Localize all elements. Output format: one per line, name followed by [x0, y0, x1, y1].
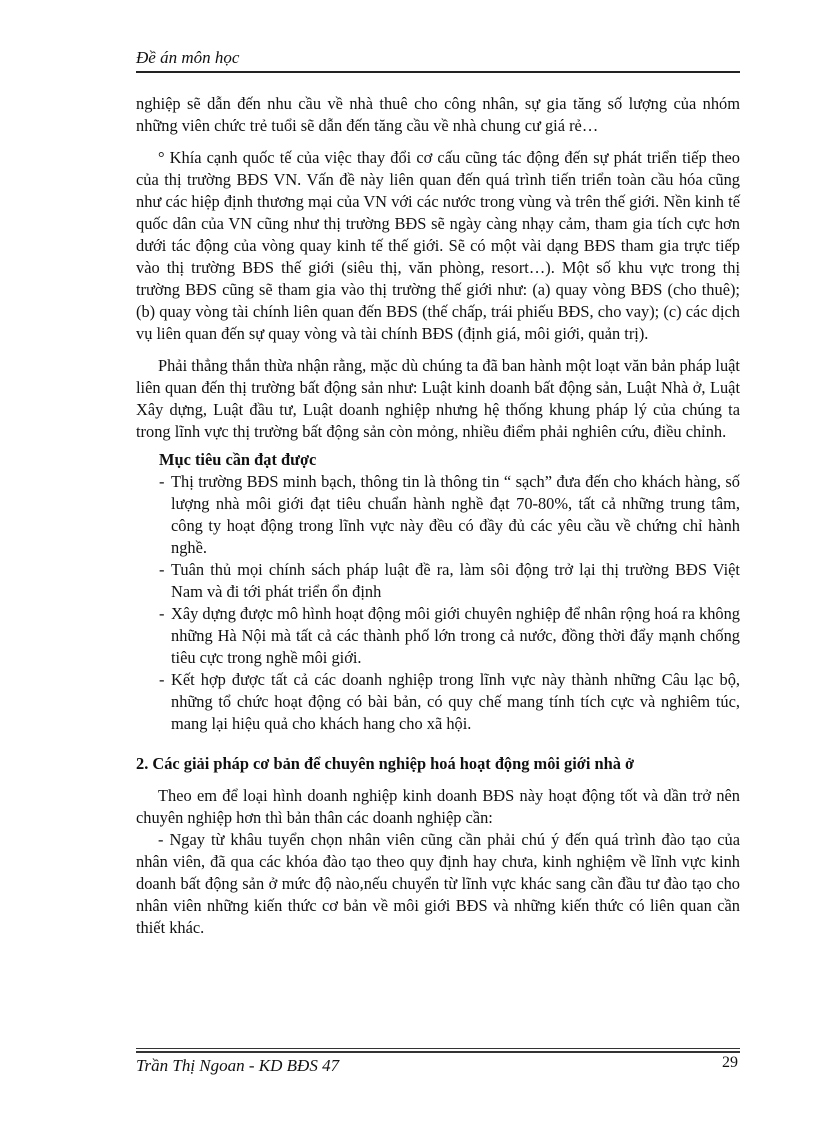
- paragraph-international-aspect: ° Khía cạnh quốc tế của việc thay đổi cơ cấu cũng tác động đến sự phát triển tiếp theo của thị trường BĐS VN. Vấn đề này liên quan đến quá trình tiến triển toàn cầu hóa cũng như các hiệp định thương mại của VN với các nước trong vùng và trên thế giới. Nền kinh tế quốc dân của VN cũng như thị trường BĐS sẽ ngày càng nhạy cảm, tham gia tích cực hơn dưới tác động của vòng quay kinh tế thế giới. Sẽ có một vài dạng BĐS tham gia trực tiếp vào thị trường BĐS thế giới (siêu thị, văn phòng, resort…). Một số khu vực trong thị trường BĐS cũng sẽ tham gia vào thị trường thế giới như: (a) quay vòng BĐS (cho thuê); (b) quay vòng tài chính liên quan đến BĐS (thế chấp, trái phiếu BĐS, cho vay); (c) các dịch vụ liên quan đến sự quay vòng và tài chính BĐS (định giá, môi giới, quản trị).: [136, 148, 740, 343]
- goals-heading: Mục tiêu cần đạt được: [159, 450, 317, 469]
- paragraph-legal-framework: Phải thẳng thắn thừa nhận rằng, mặc dù chúng ta đã ban hành một loạt văn bản pháp luật liên quan đến thị trường bất động sản như: Luật kinh doanh bất động sản, Luật Nhà ở, Luật Xây dựng, Luật đầu tư, Luật doanh nghiệp nhưng hệ thống khung pháp lý của chúng ta trong lĩnh vực thị trường bất động sản còn mỏng, nhiều điểm phải nghiên cứu, điều chỉnh.: [136, 356, 740, 441]
- section-2-intro: Theo em để loại hình doanh nghiệp kinh doanh BĐS này hoạt động tốt và dần trở nên chuyên nghiệp hơn thì bản thân các doanh nghiệp cần:: [136, 786, 740, 827]
- goals-list: [136, 471, 740, 735]
- page-body: [136, 93, 740, 939]
- page-number: 29: [722, 1054, 738, 1071]
- footer-divider: [136, 1048, 740, 1049]
- dash-bullet: -: [159, 670, 165, 689]
- goal-item: - Tuân thủ mọi chính sách pháp luật đề ra, làm sôi động trở lại thị trường BĐS Việt Nam và đi tới phát triển ổn định: [159, 560, 740, 601]
- dash-bullet: -: [159, 560, 165, 579]
- goal-item: - Thị trường BĐS minh bạch, thông tin là thông tin “ sạch” đưa đến cho khách hàng, số lượng nhà môi giới đạt tiêu chuẩn hành nghề đạt 70-80%, tất cả những trung tâm, công ty hoạt động trong lĩnh vực này đều có đầy đủ các yêu cầu về chứng chỉ hành nghề.: [159, 472, 740, 557]
- footer-divider-thick: [136, 1051, 740, 1053]
- goal-item: - Kết hợp được tất cả các doanh nghiệp trong lĩnh vực này thành những Câu lạc bộ, những tổ chức hoạt động có bài bản, có quy chế mang tính tích cực và nghiêm túc, mang lại hiệu quả cho khách hang cho xã hội.: [159, 670, 740, 733]
- footer-author: Trần Thị Ngoan - KD BĐS 47: [136, 1056, 340, 1075]
- dash-bullet: -: [159, 604, 165, 623]
- header-divider: [136, 71, 740, 73]
- section-2-heading: 2. Các giải pháp cơ bản để chuyên nghiệp hoá hoạt động môi giới nhà ở: [136, 754, 635, 773]
- page-header-title: Đề án môn học: [136, 48, 240, 67]
- goal-item: - Xây dựng được mô hình hoạt động môi giới chuyên nghiệp để nhân rộng hoá ra không những Hà Nội mà tất cả các thành phố lớn trong cả nước, đồng thời đẩy mạnh chống tiêu cực trong nghề môi giới.: [159, 604, 740, 667]
- paragraph-continuation: nghiệp sẽ dẫn đến nhu cầu về nhà thuê cho công nhân, sự gia tăng số lượng của nhóm những viên chức trẻ tuổi sẽ dẫn đến tăng cầu về nhà chung cư giá rẻ…: [136, 94, 740, 135]
- dash-bullet: -: [159, 472, 165, 491]
- section-2-point-1: - Ngay từ khâu tuyển chọn nhân viên cũng cần phải chú ý đến quá trình đào tạo của nhân viên, đã qua các khóa đào tạo theo quy định hay chưa, kinh nghiệm về lĩnh vực kinh doanh bất động sản ở mức độ nào,nếu chuyển từ lĩnh vực khác sang cần đầu tư đào tạo cho nhân viên những kiến thức cơ bản về môi giới BĐS và những kiến thức có liên quan cần thiết khác.: [136, 830, 740, 937]
